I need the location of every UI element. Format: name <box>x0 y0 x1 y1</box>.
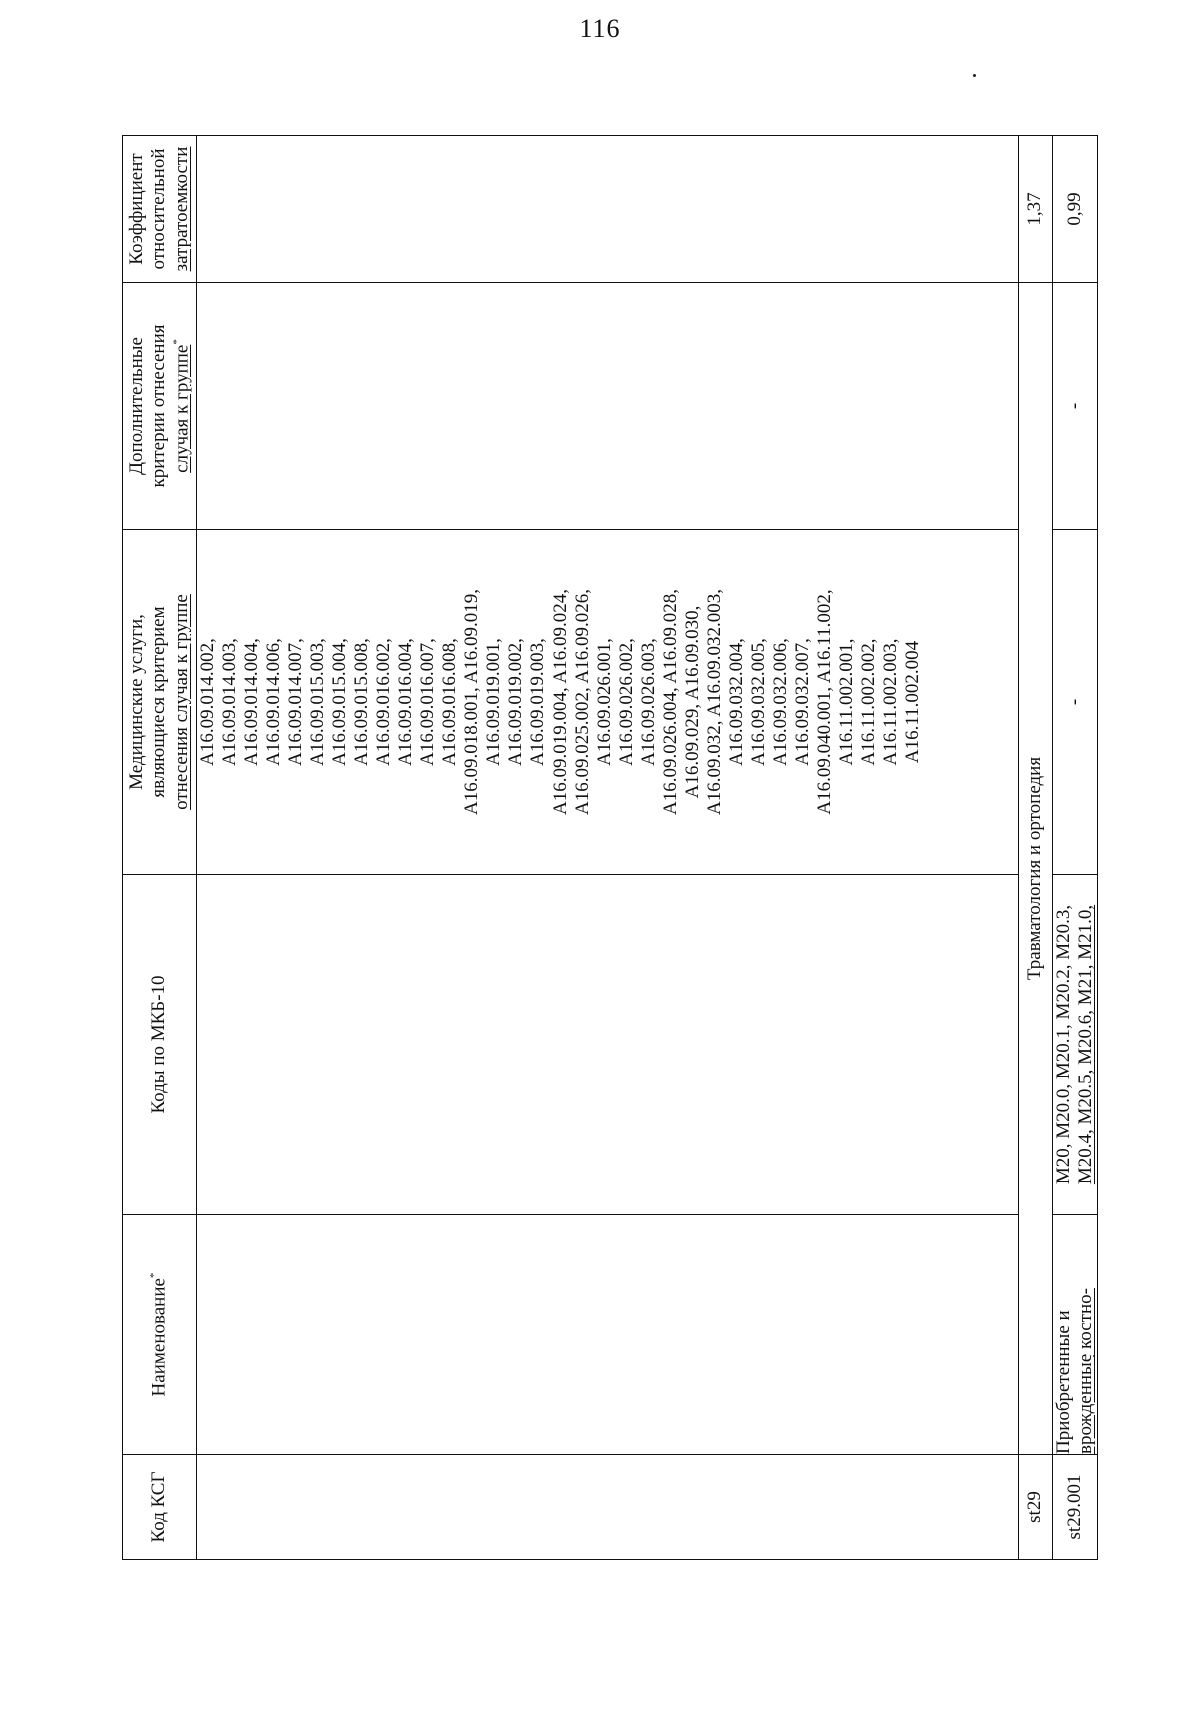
scan-speck <box>973 74 976 77</box>
service-code-line: A16.09.016.007, <box>417 638 439 766</box>
service-code-line: A16.11.002.003, <box>879 638 901 766</box>
cell-item-criteria: - <box>1053 283 1098 530</box>
service-code-line: A16.09.016.004, <box>395 638 417 766</box>
service-code-line: A16.09.014.006, <box>263 638 285 766</box>
service-code-line: A16.09.029, A16.09.030, <box>681 605 703 799</box>
service-code-line: A16.09.032.005, <box>747 638 769 766</box>
service-code-line: A16.09.015.008, <box>351 638 373 766</box>
ksg-table <box>122 135 1098 1560</box>
cell-item-mkb <box>1053 875 1098 1215</box>
cell-empty <box>197 136 1019 283</box>
service-code-line: A16.09.015.003, <box>307 638 329 766</box>
header-code: Код КСГ <box>123 1455 197 1560</box>
cell-services-continuation <box>197 530 1019 875</box>
service-code-line: A16.09.026.003, <box>637 638 659 766</box>
rotated-table-wrapper <box>122 136 1097 1560</box>
service-code-line: A16.09.026.001, <box>593 638 615 766</box>
cell-item-name <box>1053 1215 1098 1455</box>
cell-group-coef: 1,37 <box>1019 136 1053 283</box>
service-code-line: A16.09.019.003, <box>527 638 549 766</box>
service-code-line: A16.09.016.002, <box>373 638 395 766</box>
service-code-line: A16.09.019.002, <box>505 638 527 766</box>
service-code-line: A16.09.040.001, A16.11.002, <box>813 589 835 815</box>
cell-item-code: st29.001 <box>1053 1455 1098 1560</box>
service-code-line: A16.09.014.004, <box>241 638 263 766</box>
service-code-line: A16.09.014.002, <box>197 638 218 766</box>
header-mkb: Коды по МКБ-10 <box>123 875 197 1215</box>
service-code-line: A16.09.015.004, <box>329 638 351 766</box>
cell-empty <box>197 283 1019 530</box>
page-number: 116 <box>579 14 621 43</box>
service-code-line: A16.11.002.001, <box>835 638 857 766</box>
service-code-line: A16.09.018.001, A16.09.019, <box>461 589 483 815</box>
cell-item-coef: 0,99 <box>1053 136 1098 283</box>
header-coef: Коэффициент относительной затратоемкости <box>123 136 197 283</box>
service-code-line: A16.11.002.004 <box>902 640 923 764</box>
table-header-row <box>123 136 197 1560</box>
cell-empty <box>197 1455 1019 1560</box>
service-code-line: A16.09.014.003, <box>219 638 241 766</box>
cell-empty <box>197 1215 1019 1455</box>
item-mkb-line: M20, M20.0, M20.1, M20.2, M20.3, <box>1053 904 1074 1185</box>
item-mkb-line: M20.4, M20.5, M20.6, M21, M21.0, <box>1075 904 1097 1185</box>
service-code-line: A16.11.002.002, <box>857 638 879 766</box>
header-criteria: Дополнительные критерии отнесения случая к группе* <box>123 283 197 530</box>
cell-empty <box>197 875 1019 1215</box>
item-name-line: врожденные костно- <box>1075 1288 1097 1454</box>
service-code-line: A16.09.026.002, <box>615 638 637 766</box>
table-row-item <box>1053 136 1098 1560</box>
service-code-line: A16.09.032.004, <box>725 638 747 766</box>
service-code-line: A16.09.026.004, A16.09.028, <box>659 589 681 815</box>
service-code-line: A16.09.025.002, A16.09.026, <box>571 589 593 815</box>
service-code-line: A16.09.019.004, A16.09.024, <box>549 589 571 815</box>
cell-item-services: - <box>1053 530 1098 875</box>
header-name: Наименование* <box>123 1215 197 1455</box>
service-code-line: A16.09.032.007, <box>791 638 813 766</box>
service-code-line: A16.09.014.007, <box>285 638 307 766</box>
header-services: Медицинские услуги, являющиеся критерием отнесения случая к группе <box>123 530 197 875</box>
service-code-line: A16.09.032.006, <box>769 638 791 766</box>
table-row-continuation <box>197 136 1019 1560</box>
services-list <box>197 530 924 874</box>
cell-group-code: st29 <box>1019 1455 1053 1560</box>
table-row-group <box>1019 136 1053 1560</box>
service-code-line: A16.09.019.001, <box>483 638 505 766</box>
service-code-line: A16.09.016.008, <box>439 638 461 766</box>
cell-group-title: Травматология и ортопедия <box>1019 283 1053 1455</box>
service-code-line: A16.09.032, A16.09.032.003, <box>703 589 725 815</box>
item-name-line: Приобретенные и <box>1053 1310 1074 1454</box>
